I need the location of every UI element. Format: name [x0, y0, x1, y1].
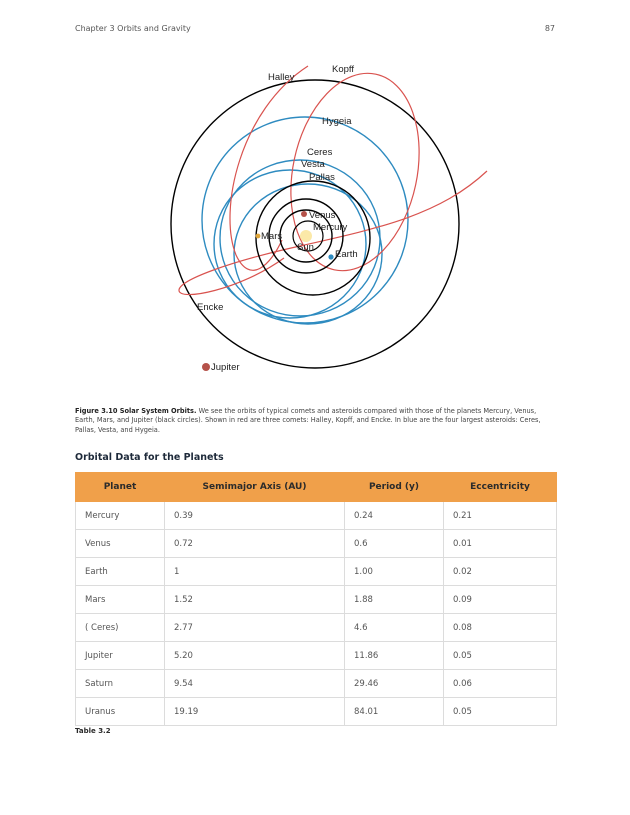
encke-label: Encke [197, 302, 224, 313]
planet-cell: Saturn [76, 670, 165, 698]
vesta-label: Vesta [301, 159, 325, 170]
jupiter-label: Jupiter [211, 362, 240, 373]
kopff-label: Kopff [332, 64, 355, 75]
semimajor-axis-cell: 1 [165, 558, 345, 586]
planet-cell: ( Ceres) [76, 614, 165, 642]
table-row [76, 586, 557, 614]
eccentricity-cell: 0.01 [444, 530, 557, 558]
eccentricity-cell: 0.06 [444, 670, 557, 698]
header-semimajor-axis: Semimajor Axis (AU) [165, 473, 345, 502]
figure-caption [75, 407, 555, 435]
header-eccentricity: Eccentricity [444, 473, 557, 502]
table-row [76, 642, 557, 670]
table-row [76, 698, 557, 726]
period-cell: 11.86 [345, 642, 444, 670]
sun-label: Sun [297, 242, 314, 253]
planet-cell: Venus [76, 530, 165, 558]
header-planet: Planet [76, 473, 165, 502]
page-header [75, 24, 555, 36]
planet-cell: Earth [76, 558, 165, 586]
semimajor-axis-cell: 0.72 [165, 530, 345, 558]
hygeia-label: Hygeia [322, 116, 352, 127]
table-header-row [76, 473, 557, 502]
orbit-diagram [74, 48, 556, 388]
venus-marker [301, 211, 307, 217]
semimajor-axis-cell: 9.54 [165, 670, 345, 698]
chapter-title: Chapter 3 Orbits and Gravity [75, 24, 191, 33]
semimajor-axis-cell: 2.77 [165, 614, 345, 642]
planet-cell: Mars [76, 586, 165, 614]
ceres-label: Ceres [307, 147, 333, 158]
header-period: Period (y) [345, 473, 444, 502]
eccentricity-cell: 0.02 [444, 558, 557, 586]
orbital-data-table [75, 472, 557, 726]
sun-marker [300, 230, 312, 242]
table-row [76, 502, 557, 530]
eccentricity-cell: 0.08 [444, 614, 557, 642]
eccentricity-cell: 0.05 [444, 642, 557, 670]
table-row [76, 530, 557, 558]
period-cell: 4.6 [345, 614, 444, 642]
jupiter-marker [202, 363, 210, 371]
semimajor-axis-cell: 0.39 [165, 502, 345, 530]
mars-label: Mars [261, 231, 283, 242]
table-row [76, 558, 557, 586]
period-cell: 1.88 [345, 586, 444, 614]
period-cell: 0.6 [345, 530, 444, 558]
semimajor-axis-cell: 19.19 [165, 698, 345, 726]
period-cell: 29.46 [345, 670, 444, 698]
planet-cell: Jupiter [76, 642, 165, 670]
earth-marker [328, 254, 333, 259]
eccentricity-cell: 0.05 [444, 698, 557, 726]
mars-marker [256, 234, 261, 239]
caption-text: We see the orbits of typical comets and asteroids compared with those of the planets Mercury, Venus, Earth, Mars, and Jupiter (black circles). Shown in red are three comets: Halley, Kopff, and Encke. In blue are the four largest asteroids: Ceres, Pallas, Vesta, and Hygeia. [75, 407, 541, 434]
table-label: Table 3.2 [75, 727, 111, 735]
period-cell: 84.01 [345, 698, 444, 726]
halley-label: Halley [268, 72, 295, 83]
semimajor-axis-cell: 1.52 [165, 586, 345, 614]
earth-label: Earth [335, 249, 358, 260]
page-number: 87 [544, 24, 555, 33]
solar-system-orbits-figure [74, 48, 556, 388]
eccentricity-cell: 0.09 [444, 586, 557, 614]
period-cell: 1.00 [345, 558, 444, 586]
planet-cell: Uranus [76, 698, 165, 726]
table-title: Orbital Data for the Planets [75, 452, 224, 463]
period-cell: 0.24 [345, 502, 444, 530]
planet-cell: Mercury [76, 502, 165, 530]
table-row [76, 670, 557, 698]
eccentricity-cell: 0.21 [444, 502, 557, 530]
table-row [76, 614, 557, 642]
semimajor-axis-cell: 5.20 [165, 642, 345, 670]
pallas-label: Pallas [309, 172, 335, 183]
caption-label: Figure 3.10 Solar System Orbits. [75, 407, 197, 415]
venus-label: Venus [309, 210, 336, 221]
mercury-label: Mercury [313, 222, 348, 233]
